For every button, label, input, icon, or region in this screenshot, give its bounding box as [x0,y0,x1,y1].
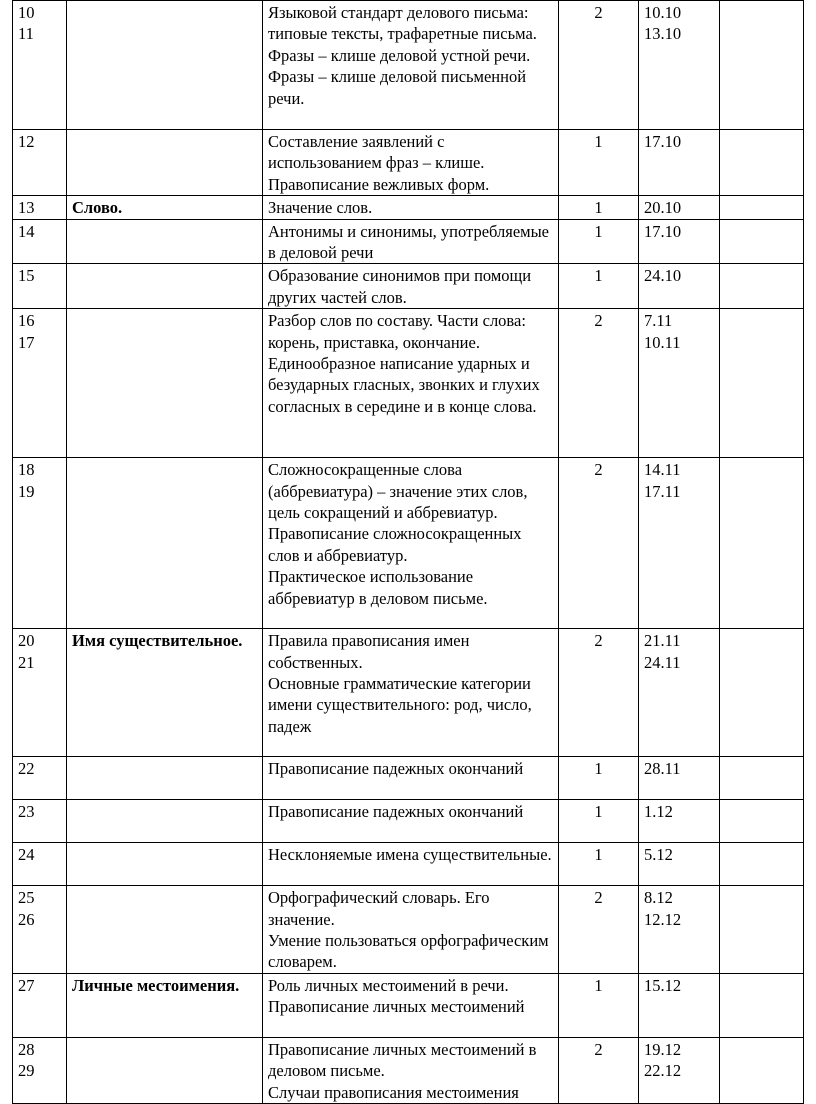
notes-cell [720,886,804,974]
lesson-topic: Образование синонимов при помощи других частей слов. [263,264,559,309]
notes-cell [720,458,804,629]
lesson-number: 10 11 [13,1,67,130]
lesson-number: 18 19 [13,458,67,629]
notes-cell [720,130,804,196]
lesson-dates: 15.12 [639,973,720,1037]
table-row [13,1037,804,1103]
lesson-number: 22 [13,757,67,800]
lesson-topic: Правописание падежных окончаний [263,757,559,800]
lesson-dates: 19.12 22.12 [639,1037,720,1103]
section-title [67,219,263,264]
lesson-dates: 8.12 12.12 [639,886,720,974]
notes-cell [720,843,804,886]
hours-count: 1 [559,196,639,219]
table-row [13,458,804,629]
lesson-topic: Разбор слов по составу. Части слова: корень, приставка, окончание. Единообразное написание ударных и безударных гласных, звонких и глухих согласных в середине и в конце слова. [263,309,559,458]
hours-count: 1 [559,130,639,196]
lesson-number: 28 29 [13,1037,67,1103]
section-title: Личные местоимения. [67,973,263,1037]
table-row [13,130,804,196]
table-row [13,196,804,219]
notes-cell [720,309,804,458]
table-row [13,757,804,800]
lesson-topic: Правописание личных местоимений в деловом письме. Случаи правописания местоимения [263,1037,559,1103]
notes-cell [720,1037,804,1103]
notes-cell [720,757,804,800]
section-title: Имя существительное. [67,629,263,757]
lesson-number: 24 [13,843,67,886]
section-title [67,1037,263,1103]
lesson-number: 27 [13,973,67,1037]
section-title [67,843,263,886]
notes-cell [720,1,804,130]
lesson-number: 16 17 [13,309,67,458]
table-row [13,800,804,843]
hours-count: 1 [559,973,639,1037]
lesson-number: 13 [13,196,67,219]
lesson-number: 14 [13,219,67,264]
table-row [13,629,804,757]
lesson-number: 20 21 [13,629,67,757]
notes-cell [720,973,804,1037]
table-row [13,843,804,886]
lesson-dates: 10.10 13.10 [639,1,720,130]
notes-cell [720,196,804,219]
section-title [67,309,263,458]
hours-count: 2 [559,1,639,130]
hours-count: 2 [559,629,639,757]
lesson-dates: 21.11 24.11 [639,629,720,757]
table-row [13,309,804,458]
table-row [13,886,804,974]
lesson-topic: Антонимы и синонимы, употребляемые в деловой речи [263,219,559,264]
hours-count: 1 [559,264,639,309]
hours-count: 1 [559,757,639,800]
lesson-dates: 1.12 [639,800,720,843]
section-title [67,1,263,130]
section-title [67,886,263,974]
section-title [67,757,263,800]
section-title: Слово. [67,196,263,219]
lesson-dates: 7.11 10.11 [639,309,720,458]
notes-cell [720,264,804,309]
lesson-topic: Роль личных местоимений в речи. Правописание личных местоимений [263,973,559,1037]
table-row [13,973,804,1037]
lesson-topic: Составление заявлений с использованием фраз – клише. Правописание вежливых форм. [263,130,559,196]
lesson-dates: 14.11 17.11 [639,458,720,629]
lesson-topic: Орфографический словарь. Его значение. Умение пользоваться орфографическим словарем. [263,886,559,974]
lesson-topic: Языковой стандарт делового письма: типовые тексты, трафаретные письма. Фразы – клише деловой устной речи. Фразы – клише деловой письменной речи. [263,1,559,130]
lesson-number: 15 [13,264,67,309]
lesson-dates: 24.10 [639,264,720,309]
lesson-dates: 28.11 [639,757,720,800]
notes-cell [720,219,804,264]
hours-count: 2 [559,309,639,458]
section-title [67,458,263,629]
hours-count: 2 [559,886,639,974]
table-row [13,264,804,309]
lesson-dates: 17.10 [639,130,720,196]
lesson-dates: 17.10 [639,219,720,264]
notes-cell [720,800,804,843]
notes-cell [720,629,804,757]
lesson-number: 12 [13,130,67,196]
hours-count: 1 [559,219,639,264]
lesson-dates: 5.12 [639,843,720,886]
section-title [67,800,263,843]
lesson-number: 23 [13,800,67,843]
lesson-topic: Сложносокращенные слова (аббревиатура) – значение этих слов, цель сокращений и аббревиатур. Правописание сложносокращенных слов и аббревиатур. Практическое использование аббревиатур в деловом письме. [263,458,559,629]
table-row [13,219,804,264]
hours-count: 1 [559,843,639,886]
lesson-topic: Правила правописания имен собственных. Основные грамматические категории имени существительного: род, число, падеж [263,629,559,757]
section-title [67,130,263,196]
lesson-plan-table [12,0,804,1104]
lesson-topic: Несклоняемые имена существительные. [263,843,559,886]
table-row [13,1,804,130]
lesson-number: 25 26 [13,886,67,974]
lesson-topic: Значение слов. [263,196,559,219]
section-title [67,264,263,309]
lesson-dates: 20.10 [639,196,720,219]
hours-count: 1 [559,800,639,843]
hours-count: 2 [559,1037,639,1103]
lesson-plan-body [13,1,804,1104]
hours-count: 2 [559,458,639,629]
lesson-topic: Правописание падежных окончаний [263,800,559,843]
